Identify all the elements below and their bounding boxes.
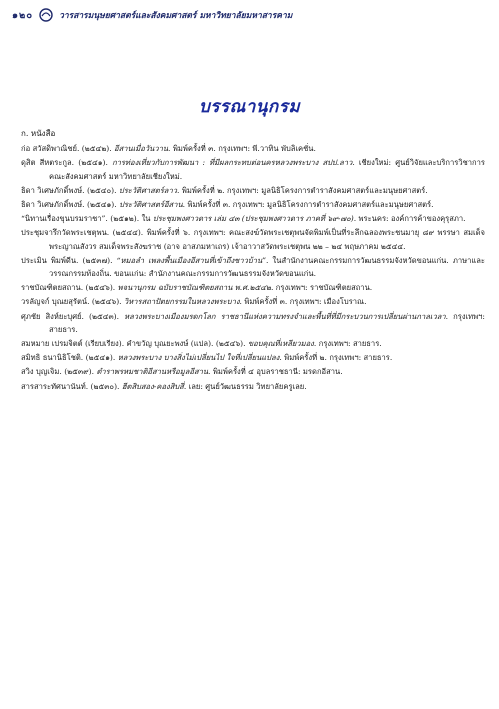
reference-pre: สวิง บุญเจิม. (๒๕๓๙). xyxy=(21,367,97,377)
reference-post: . เลย: ศูนย์วัฒนธรรม วิทยาลัยครูเลย. xyxy=(183,381,307,391)
reference-entry xyxy=(21,226,485,252)
section-heading: ก. หนังสือ xyxy=(21,129,56,138)
reference-post: . ในสำนักงานคณะกรรมการวัฒนธรรมจังหวัดขอนแก่น. ภาษาและวรรณกรรมท้องถิ่น. ขอนแก่น: สำนักงานคณะกรรมการวัฒนธรรมจังหวัดขอนแก่น. xyxy=(49,255,485,279)
reference-pre: ราชบัณฑิตยสถาน. (๒๕๔๖). xyxy=(21,283,118,293)
reference-pre: “นิทานเรื่องขุนบรมราชา”. (๒๕๑๒). ใน xyxy=(21,214,153,224)
reference-entry xyxy=(21,281,485,294)
reference-pre: ดุสิต สีหตระกูล. (๒๕๔๑). xyxy=(21,158,113,168)
reference-post: . กรุงเทพฯ: ราชบัณฑิตยสถาน. xyxy=(270,283,373,293)
reference-post: . พิมพ์ครั้งที่ ๓. กรุงเทพฯ: พี.วาทิน พับลิเคชั่น. xyxy=(168,144,316,154)
reference-post: . พระนคร: องค์การค้าของคุรุสภา. xyxy=(353,214,466,224)
reference-entry xyxy=(21,184,485,197)
reference-entry xyxy=(21,351,485,364)
page-title: บรรณานุกรม xyxy=(198,97,301,117)
reference-title: อีสานเมื่อวันวาน xyxy=(114,144,169,154)
reference-post: . กรุงเทพฯ: สายธาร. xyxy=(313,339,382,349)
reference-entry xyxy=(21,310,485,336)
reference-pre: สารสาระทัศนานันท์. (๒๕๓๐). xyxy=(21,381,122,391)
reference-title: พจนานุกรม ฉบับราชบัณฑิตยสถาน พ.ศ.๒๕๔๒ xyxy=(117,283,271,293)
reference-post: . กรุงเทพฯ: สายธาร. xyxy=(49,311,485,334)
reference-entry xyxy=(21,365,485,378)
reference-entry xyxy=(21,254,485,280)
reference-list xyxy=(21,142,485,393)
reference-pre: วรลัญจก์ บุณยสุรัตน์. (๒๕๔๖). xyxy=(21,297,124,307)
reference-title: “หมอลำ เพลงพื้นเมืองอีสานที่เข้าถึงชาวบ้าน” xyxy=(116,255,267,265)
reference-entry xyxy=(21,337,485,350)
reference-entry xyxy=(21,212,485,225)
reference-title: การท่องเที่ยวกับการพัฒนา : ที่มีผลกระทบต่อนครหลวงพระบาง สปป.ลาว xyxy=(112,158,353,168)
reference-entry xyxy=(21,380,485,393)
reference-pre: ประเมิน พิมพ์ดีน. (๒๕๓๗). xyxy=(21,255,117,265)
reference-title: ประชุมพงศาวดาร เล่ม ๔๓ (ประชุมพงศาวดาร ภาคที่ ๖๙-๗๐) xyxy=(152,214,354,224)
page-header xyxy=(12,6,292,24)
reference-pre: ธิดา วิเศษภักดิ์พงษ์. (๒๕๔๑). xyxy=(21,200,120,210)
reference-pre: ศุภชัย สิงห์ยะบุศย์. (๒๕๔๓). xyxy=(21,311,125,321)
reference-pre: ธิดา วิเศษภักดิ์พงษ์. (๒๕๔๐). xyxy=(21,185,119,195)
reference-title: ฮีตสิบสอง-คองสิบสี่ xyxy=(121,381,184,391)
reference-entry xyxy=(21,295,485,308)
reference-pre: ก่อ สวัสดิพาณิชย์. (๒๕๔๒). xyxy=(21,144,115,154)
reference-title: ตำราพรหมชาติอีสานหรือมูลอีสาน xyxy=(96,367,209,377)
journal-logo-icon xyxy=(39,8,53,22)
reference-post: พิมพ์ครั้งที่ ๖. กรุงเทพฯ: คณะสงฆ์วัดพระเชตุพนจัดพิมพ์เป็นที่ระลึกฉลองพระชนมายุ ๘๙ พรรษา สมเด็จพระญาณสังวร สมเด็จพระสังฆราช (อาจ อาสภมหาเถร) เจ้าอาวาสวัดพระเชตุพน ๒๒ – ๒๔ พฤษภาคม ๒๕๔๔. xyxy=(49,228,485,251)
reference-post: . พิมพ์ครั้งที่ ๔ อุบลราชธานี: มรดกอีสาน. xyxy=(208,367,343,377)
reference-pre: สมิทธิ ธนานิธิโชติ. (๒๕๔๑). xyxy=(21,353,118,363)
reference-title: ประวัติศาสตร์ลาว xyxy=(118,185,177,195)
reference-title: ขอบคุณที่เหลียวมอง xyxy=(247,339,314,349)
reference-post: . พิมพ์ครั้งที่ ๒. กรุงเทพฯ: สายธาร. xyxy=(279,353,393,363)
reference-title: วิหารสถาปัตยกรรมในหลวงพระบาง xyxy=(123,297,240,307)
reference-entry xyxy=(21,198,485,211)
reference-title: หลวงพระบางเมืองมรดกโลก ราชธานีแห่งความทรงจำและพื้นที่ที่มีกระบวนการเปลี่ยนผ่านกาลเวลา xyxy=(124,311,446,321)
reference-post: . พิมพ์ครั้งที่ ๓. กรุงเทพฯ: เมืองโบราณ. xyxy=(239,297,367,307)
journal-name: วารสารมนุษยศาสตร์และสังคมศาสตร์ มหาวิทยาลัยมหาสารคาม xyxy=(59,11,293,21)
reference-post: . เชียงใหม่: ศูนย์วิจัยและบริการวิชาการ คณะสังคมศาสตร์ มหาวิทยาลัยเชียงใหม่. xyxy=(49,158,485,181)
reference-entry xyxy=(21,156,485,182)
reference-post: . พิมพ์ครั้งที่ ๓. กรุงเทพฯ: มูลนิธิโครงการตำราสังคมศาสตร์และมนุษยศาสตร์. xyxy=(182,200,434,210)
reference-entry xyxy=(21,142,485,155)
bibliography-content xyxy=(21,127,485,394)
page-number: ๑๒๐ xyxy=(12,9,34,21)
reference-pre: สมหมาย เปรมจิตต์ (เรียบเรียง). คำขวัญ บุณยะพงษ์ (แปล). (๒๕๔๖). xyxy=(21,339,248,349)
reference-post: . พิมพ์ครั้งที่ ๒. กรุงเทพฯ: มูลนิธิโครงการตำราสังคมศาสตร์และมนุษยศาสตร์. xyxy=(177,185,428,195)
reference-title: ประวัติศาสตร์อีสาน xyxy=(119,200,183,210)
reference-pre: ประชุมจารึกวัดพระเชตุพน. (๒๕๔๔). xyxy=(21,228,147,238)
reference-title: หลวงพระบาง บางสิ่งไม่เปลี่ยนไป ใจที่เปลี่ยนแปลง xyxy=(117,353,280,363)
